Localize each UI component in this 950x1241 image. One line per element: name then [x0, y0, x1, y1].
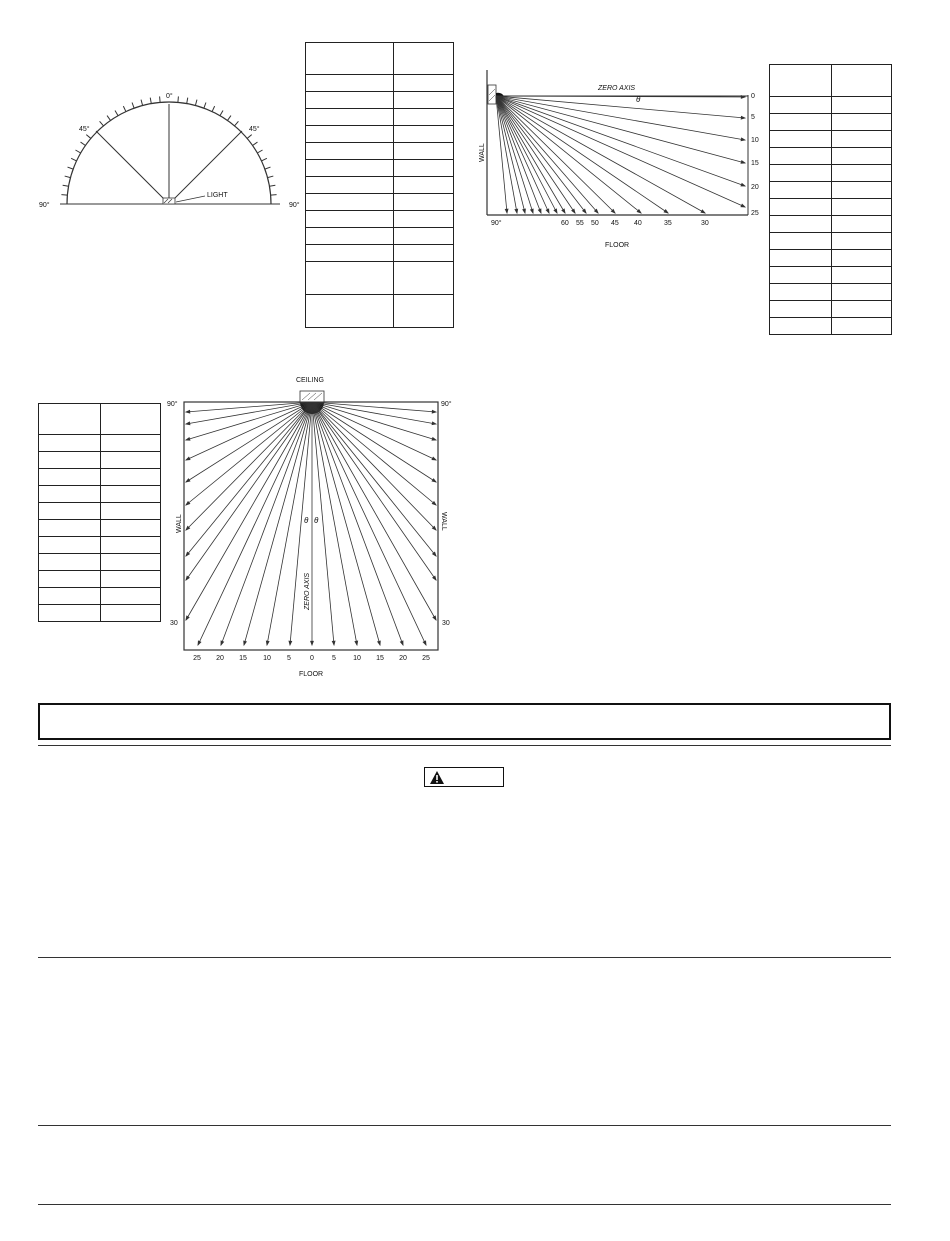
light-ray: [312, 402, 436, 580]
table-cell: [770, 97, 832, 114]
table-cell: [770, 233, 832, 250]
angle-tick: [132, 103, 134, 109]
table-cell: [306, 295, 394, 328]
table-cell: [39, 486, 101, 503]
ray-arrowhead: [432, 457, 436, 460]
angle-label: 0: [310, 655, 314, 662]
table-cell: [832, 131, 892, 148]
angle-tick: [265, 167, 271, 169]
table-row: [770, 182, 892, 199]
angle-label: 55: [576, 220, 584, 227]
angle-label: 10: [353, 655, 361, 662]
ray-arrowhead: [378, 641, 381, 645]
ray-arrowhead: [701, 210, 705, 213]
table-cell: [306, 109, 394, 126]
scale-label: 15: [751, 160, 759, 167]
table-row: [39, 537, 161, 554]
ray-arrowhead: [531, 209, 534, 213]
theta-left-label: θ: [304, 516, 309, 525]
theta-label: θ: [636, 95, 641, 104]
angle-tick: [100, 121, 104, 126]
ray-arrowhead: [433, 616, 436, 620]
angle-tick: [228, 116, 231, 121]
warning-icon: [430, 771, 444, 784]
table-row: [39, 435, 161, 452]
table-cell: [306, 245, 394, 262]
divider-3: [38, 1125, 891, 1126]
scale-label: 25: [751, 210, 759, 217]
table-cell: [306, 211, 394, 228]
right-90-label: 90°: [441, 401, 452, 408]
table-cell: [770, 284, 832, 301]
angle-tick: [107, 116, 110, 121]
table-cell: [101, 452, 161, 469]
table-cell: [101, 605, 161, 622]
table-cell: [39, 588, 101, 605]
table-cell: [39, 435, 101, 452]
light-ray: [496, 96, 668, 213]
angle-label: 25: [193, 655, 201, 662]
table-row: [39, 520, 161, 537]
ray-arrowhead: [244, 641, 247, 645]
light-label: LIGHT: [207, 192, 228, 199]
table-cell: [832, 233, 892, 250]
floor-label-ceiling: FLOOR: [299, 671, 324, 678]
angle-tick: [65, 176, 71, 178]
table-row: [770, 199, 892, 216]
table-cell: [832, 318, 892, 335]
left-90-label: 90°: [167, 401, 178, 408]
angle-right-45-label: 45°: [249, 126, 260, 133]
angle-tick: [81, 142, 86, 145]
table-cell: [770, 65, 832, 97]
table-cell: [832, 216, 892, 233]
wall-label: WALL: [479, 143, 486, 162]
light-ray: [496, 96, 745, 163]
table-row: [306, 92, 454, 109]
table-row: [306, 126, 454, 143]
table-row: [39, 554, 161, 571]
light-fixture: [163, 198, 175, 204]
angle-tick: [253, 142, 258, 145]
left-30-label: 30: [170, 620, 178, 627]
angle-tick: [150, 98, 151, 104]
table-row: [39, 605, 161, 622]
table-cell: [39, 554, 101, 571]
angle-tick: [160, 96, 161, 102]
table-row: [306, 194, 454, 211]
angle-tick: [178, 96, 179, 102]
angle-tick: [86, 135, 91, 139]
table-cell: [770, 250, 832, 267]
ray-arrowhead: [432, 438, 436, 441]
table-cell: [39, 605, 101, 622]
table-row: [306, 211, 454, 228]
table-row: [306, 295, 454, 328]
divider-2: [38, 957, 891, 958]
table-cell: [832, 114, 892, 131]
table-cell: [394, 228, 454, 245]
table-cell: [394, 211, 454, 228]
table-cell: [101, 404, 161, 435]
angle-tick: [235, 121, 239, 126]
table-row: [39, 404, 161, 435]
table-cell: [39, 469, 101, 486]
table-row: [39, 452, 161, 469]
scale-label: 10: [751, 137, 759, 144]
table-row: [770, 233, 892, 250]
ray-arrowhead: [311, 641, 314, 645]
angle-tick: [61, 195, 67, 196]
table-cell: [770, 148, 832, 165]
table-cell: [101, 588, 161, 605]
table-cell: [101, 469, 161, 486]
table-row: [306, 228, 454, 245]
table-row: [306, 109, 454, 126]
table-cell: [394, 160, 454, 177]
angle-tick: [187, 98, 188, 104]
light-ray: [312, 402, 436, 505]
table-cell: [306, 262, 394, 295]
angle-tick: [115, 110, 118, 115]
ray-arrowhead: [554, 209, 557, 213]
angle-tick: [220, 110, 223, 115]
ray-arrowhead: [523, 209, 526, 213]
angle-left-45-label: 45°: [79, 126, 90, 133]
table-cell: [770, 267, 832, 284]
table-row: [39, 469, 161, 486]
table-row: [770, 65, 892, 97]
angle-label: 35: [664, 220, 672, 227]
table-cell: [39, 537, 101, 554]
table-cell: [832, 65, 892, 97]
ray-arrowhead: [186, 457, 190, 460]
table-cell: [832, 148, 892, 165]
angle-tick: [204, 103, 206, 109]
table-cell: [306, 228, 394, 245]
divider-4: [38, 1204, 891, 1205]
table-cell: [394, 143, 454, 160]
angle-tick: [71, 158, 76, 161]
table-cell: [770, 199, 832, 216]
ray-arrowhead: [433, 576, 436, 580]
angle-label: 20: [216, 655, 224, 662]
table-cell: [832, 182, 892, 199]
angle-label: 25: [422, 655, 430, 662]
angle-right-90-label: 90°: [289, 202, 300, 209]
angle-tick: [212, 106, 215, 111]
angle-tick: [75, 150, 80, 153]
table-row: [770, 318, 892, 335]
ceiling-data-table: [38, 403, 161, 622]
table-cell: [394, 75, 454, 92]
angle-tick: [141, 100, 143, 106]
table-row: [770, 216, 892, 233]
table-cell: [770, 131, 832, 148]
table-row: [306, 75, 454, 92]
ray-arrowhead: [505, 209, 508, 213]
light-ray: [496, 96, 745, 186]
angle-tick: [68, 167, 74, 169]
table-cell: [394, 245, 454, 262]
table-row: [39, 571, 161, 588]
light-ray: [496, 96, 745, 118]
table-cell: [832, 284, 892, 301]
ray-arrowhead: [562, 209, 565, 213]
divider-1: [38, 745, 891, 746]
table-row: [770, 301, 892, 318]
warning-box: [424, 767, 504, 787]
angle-label: 20: [399, 655, 407, 662]
ray-arrowhead: [741, 161, 745, 164]
angle-tick: [63, 185, 69, 186]
table-cell: [394, 295, 454, 328]
table-cell: [101, 571, 161, 588]
theta-right-label: θ: [314, 516, 319, 525]
table-cell: [39, 452, 101, 469]
ceiling-label: CEILING: [296, 377, 325, 384]
table-cell: [101, 554, 161, 571]
table-cell: [101, 435, 161, 452]
angle-label: 10: [263, 655, 271, 662]
angle-label: 15: [376, 655, 384, 662]
ray-arrowhead: [515, 209, 518, 213]
semicircle-data-table: [305, 42, 454, 328]
table-cell: [832, 165, 892, 182]
ray-arrowhead: [432, 479, 436, 482]
table-row: [306, 262, 454, 295]
ray-arrowhead: [432, 410, 436, 413]
table-cell: [394, 92, 454, 109]
light-ray: [312, 402, 380, 645]
table-row: [306, 160, 454, 177]
ray-arrowhead: [741, 183, 745, 186]
table-cell: [306, 143, 394, 160]
table-cell: [39, 503, 101, 520]
table-row: [770, 148, 892, 165]
angle-tick: [269, 185, 275, 186]
table-cell: [306, 43, 394, 75]
ray-arrowhead: [186, 438, 190, 441]
right-30-label: 30: [442, 620, 450, 627]
table-cell: [101, 486, 161, 503]
table-cell: [39, 520, 101, 537]
floor-label: FLOOR: [605, 242, 630, 249]
light-ray: [312, 402, 436, 556]
table-row: [306, 245, 454, 262]
table-row: [39, 503, 161, 520]
angle-tick: [271, 195, 277, 196]
wall-data-table: [769, 64, 892, 335]
angle-label: 40: [634, 220, 642, 227]
angle-label: 60: [561, 220, 569, 227]
table-row: [306, 143, 454, 160]
ray-arrowhead: [198, 641, 201, 645]
ray-arrowhead: [186, 422, 190, 425]
ray-arrowhead: [546, 209, 549, 213]
angle-tick: [261, 158, 266, 161]
table-cell: [306, 177, 394, 194]
angle-label: 5: [287, 655, 291, 662]
ray-arrowhead: [538, 209, 541, 213]
ray-arrowhead: [400, 641, 403, 645]
wall-right-label: WALL: [440, 512, 447, 531]
table-row: [770, 131, 892, 148]
ray-arrowhead: [186, 479, 190, 482]
table-cell: [394, 43, 454, 75]
table-row: [306, 43, 454, 75]
ray-arrowhead: [572, 209, 575, 213]
light-ray: [496, 96, 525, 213]
table-cell: [306, 92, 394, 109]
light-ray: [312, 402, 357, 645]
table-cell: [101, 537, 161, 554]
ray-arrowhead: [432, 422, 436, 425]
angle-label: 50: [591, 220, 599, 227]
ray-arrowhead: [266, 641, 269, 645]
angle-tick: [247, 135, 252, 139]
angle-label: 90°: [491, 220, 502, 227]
table-cell: [770, 114, 832, 131]
table-row: [39, 486, 161, 503]
table-cell: [394, 194, 454, 211]
table-cell: [306, 75, 394, 92]
table-cell: [101, 520, 161, 537]
wall-left-label: WALL: [176, 514, 183, 533]
angle-label: 30: [701, 220, 709, 227]
table-cell: [832, 301, 892, 318]
ray-arrowhead: [289, 641, 292, 645]
table-cell: [39, 571, 101, 588]
table-cell: [101, 503, 161, 520]
table-cell: [770, 165, 832, 182]
table-row: [770, 250, 892, 267]
angle-left-90-label: 90°: [39, 202, 50, 209]
ray-arrowhead: [741, 204, 745, 207]
scale-label: 5: [751, 114, 755, 121]
light-ray: [186, 402, 312, 556]
table-row: [770, 284, 892, 301]
ray-arrowhead: [741, 138, 745, 141]
scale-label: 20: [751, 184, 759, 191]
table-row: [770, 97, 892, 114]
angle-label: 5: [332, 655, 336, 662]
table-cell: [832, 250, 892, 267]
table-cell: [394, 126, 454, 143]
table-row: [39, 588, 161, 605]
light-ray: [496, 96, 745, 140]
table-cell: [832, 97, 892, 114]
table-cell: [39, 404, 101, 435]
ray-arrowhead: [186, 410, 190, 413]
ray-arrowhead: [186, 616, 189, 620]
table-cell: [306, 126, 394, 143]
light-ray: [186, 402, 312, 580]
zero-axis-label: ZERO AXIS: [598, 85, 636, 92]
table-cell: [394, 177, 454, 194]
table-row: [770, 114, 892, 131]
table-row: [770, 165, 892, 182]
table-cell: [832, 267, 892, 284]
table-cell: [832, 199, 892, 216]
ceiling-diagram: [160, 370, 460, 685]
ray-arrowhead: [741, 116, 745, 119]
angle-tick: [257, 150, 262, 153]
semicircle-diagram: [30, 85, 310, 220]
scale-label: 0: [751, 93, 755, 100]
section-banner: [38, 703, 891, 740]
zero-axis-label-ceiling: ZERO AXIS: [304, 572, 311, 610]
wall-diagram: [475, 65, 775, 255]
ray-arrowhead: [355, 641, 358, 645]
table-cell: [306, 194, 394, 211]
angle-label: 45: [611, 220, 619, 227]
angle-tick: [268, 176, 274, 178]
ray-arrowhead: [332, 641, 335, 645]
table-cell: [770, 301, 832, 318]
ray-arrowhead: [221, 641, 224, 645]
table-cell: [770, 216, 832, 233]
table-cell: [394, 109, 454, 126]
angle-top-label: 0°: [166, 93, 173, 100]
table-cell: [394, 262, 454, 295]
light-ray: [221, 402, 312, 645]
ray-arrowhead: [664, 210, 668, 213]
table-cell: [306, 160, 394, 177]
light-ray: [496, 96, 541, 213]
table-row: [770, 267, 892, 284]
ray-arrowhead: [423, 641, 426, 645]
table-cell: [770, 318, 832, 335]
table-cell: [770, 182, 832, 199]
angle-tick: [123, 106, 126, 111]
light-ray: [496, 96, 641, 213]
angle-tick: [195, 100, 197, 106]
table-row: [306, 177, 454, 194]
angle-label: 15: [239, 655, 247, 662]
